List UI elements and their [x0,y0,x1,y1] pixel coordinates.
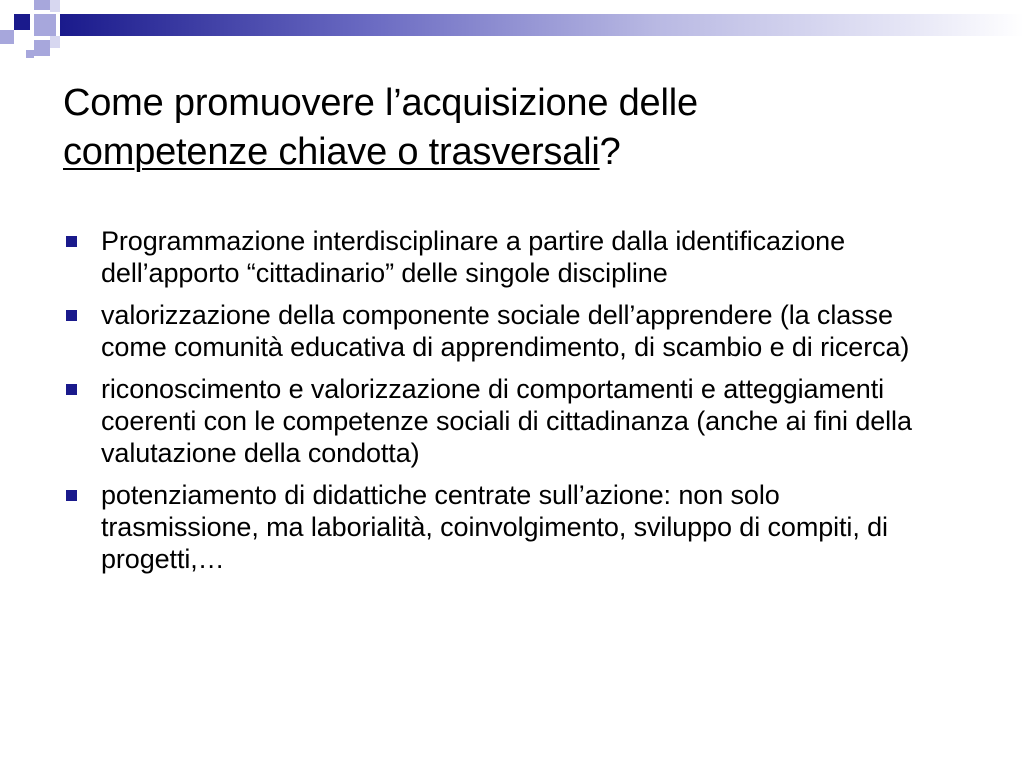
header-gradient-bar [60,14,1024,36]
bullet-item [63,479,943,575]
header-ornament [0,0,1024,70]
bullet-text: Programmazione interdisciplinare a partire dalla identificazione dell’apporto “cittadinario” delle singole discipline [101,226,845,288]
ornament-square [26,50,34,58]
title-underlined-phrase: competenze chiave o trasversali [63,131,600,173]
title-line-1: Come promuovere l’acquisizione delle [63,82,698,124]
bullet-item [63,299,943,363]
bullet-text: potenziamento di didattiche centrate sull’azione: non solo trasmissione, ma laborialità, coinvolgimento, sviluppo di compiti, di progetti,… [101,480,888,574]
slide-title [63,79,963,177]
ornament-square [50,36,60,48]
ornament-square [34,14,56,36]
ornament-square [34,0,50,10]
ornament-square [50,0,60,12]
ornament-square [34,40,50,56]
square-bullet-icon [66,310,77,321]
square-bullet-icon [66,236,77,247]
ornament-square [0,30,14,44]
bullet-item [63,225,943,289]
title-question-mark: ? [599,131,621,173]
bullet-list [63,225,943,585]
ornament-square [14,14,30,30]
bullet-text: riconoscimento e valorizzazione di comportamenti e atteggiamenti coerenti con le competenze sociali di cittadinanza (anche ai fini della valutazione della condotta) [101,374,912,468]
bullet-text: valorizzazione della componente sociale dell’apprendere (la classe come comunità educativa di apprendimento, di scambio e di ricerca) [101,300,910,362]
square-bullet-icon [66,490,77,501]
bullet-item [63,373,943,469]
square-bullet-icon [66,384,77,395]
